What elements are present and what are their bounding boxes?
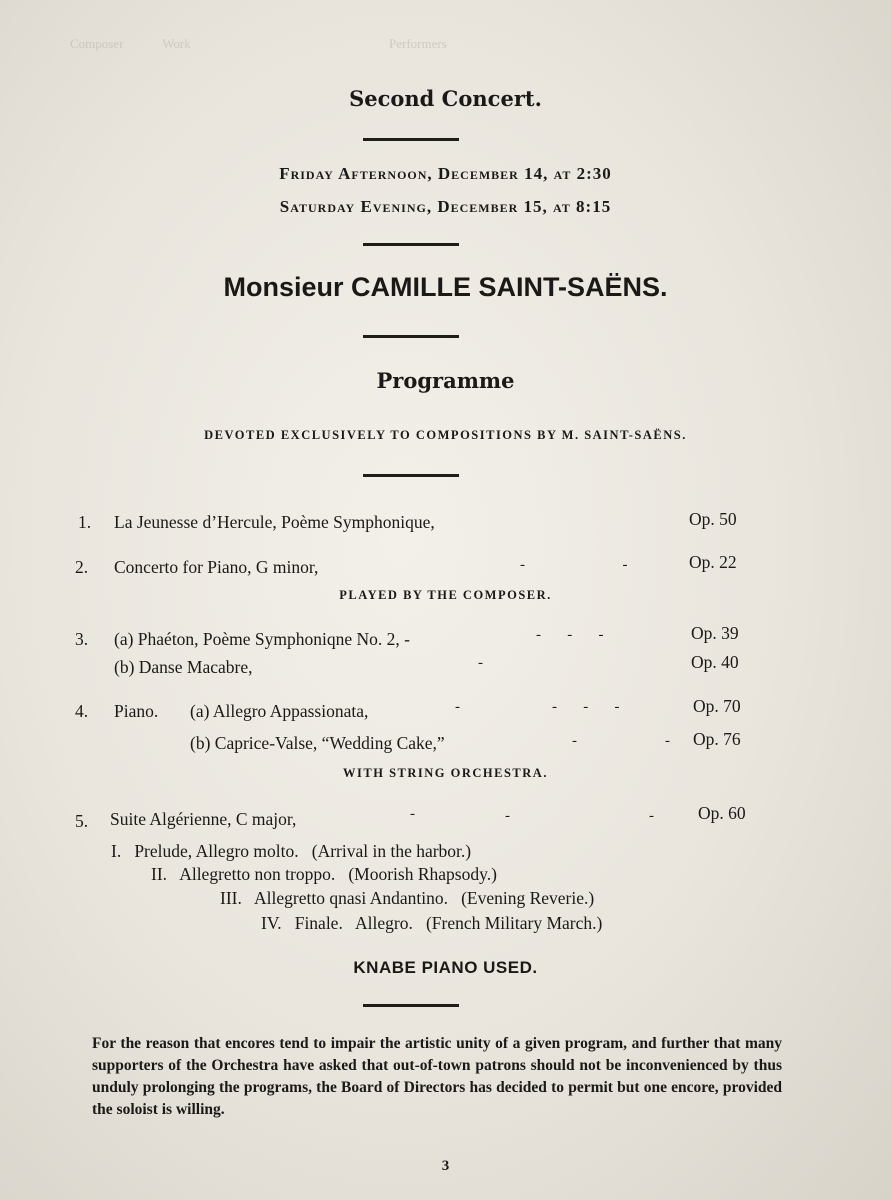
date-line-2: Saturday Evening, December 15, at 8:15 [279,197,612,216]
item-number: 2. [75,557,89,577]
item-number: 4. [75,701,89,721]
leader-dashes: - [410,806,415,822]
divider-rule [363,138,459,141]
movement-line: III. Allegretto qnasi Andantino. (Evening Reverie.) [220,888,595,908]
item-title: (b) Caprice-Valse, “Wedding Cake,” [190,733,445,753]
item-title: (a) Allegro Appassionata, [190,701,369,721]
leader-dashes: - - [520,557,628,573]
bleed-through-text: Composer Work Performers [70,36,447,51]
opus-number: Op. 50 [689,509,737,529]
opus-number: Op. 60 [698,803,746,823]
leader-dashes: - - - [552,699,620,715]
opus-number: Op. 22 [689,552,737,572]
date-line-1: Friday Afternoon, December 14, at 2:30 [279,164,612,183]
item-number: 1. [78,512,92,532]
opus-number: Op. 39 [691,623,739,643]
leader-dashes: - [505,808,510,824]
movement-line: I. Prelude, Allegro molto. (Arrival in the harbor.) [111,841,472,861]
divider-rule [363,335,459,338]
leader-dashes: - [478,655,483,671]
leader-dashes: - - - [536,627,604,643]
movement-line: IV. Finale. Allegro. (French Military March.) [261,913,603,933]
item-title: Concerto for Piano, G minor, [114,557,319,577]
leader-dashes: - [572,733,577,749]
divider-rule [363,474,459,477]
concert-heading: Second Concert. [349,86,542,111]
item-title: La Jeunesse d’Hercule, Poème Symphonique, [114,512,435,532]
encore-policy-paragraph: For the reason that encores tend to impair the artistic unity of a given program, and further that many supporters of the Orchestra have asked that out-of-town patrons should not be inconvenienced by thus unduly prolonging the programs, the Board of Directors has decided to permit but one encore, provided the soloist is willing. [92,1035,782,1118]
leader-dashes: - [649,808,654,824]
divider-rule [363,1004,459,1007]
item-title: (a) Phaéton, Poème Symphoniqne No. 2, - [114,629,410,649]
item-number: 3. [75,629,89,649]
movement-line: II. Allegretto non troppo. (Moorish Rhapsody.) [151,864,497,884]
performer-note: PLAYED BY THE COMPOSER. [339,588,552,602]
soloist-name: Monsieur CAMILLE SAINT-SAËNS. [223,272,668,302]
opus-number: Op. 40 [691,652,739,672]
piano-note: KNABE PIANO USED. [353,958,538,977]
item-label: Piano. [114,701,159,721]
devoted-line: DEVOTED EXCLUSIVELY TO COMPOSITIONS BY M. SAINT-SAËNS. [204,428,687,442]
programme-heading: Programme [376,368,515,393]
performer-note: WITH STRING ORCHESTRA. [343,766,548,780]
item-number: 5. [75,811,89,831]
item-title: (b) Danse Macabre, [114,657,253,677]
opus-number: Op. 76 [693,729,741,749]
leader-dashes: - [455,699,460,715]
divider-rule [363,243,459,246]
page-number: 3 [441,1158,450,1174]
item-title: Suite Algérienne, C major, [110,809,297,829]
opus-number: Op. 70 [693,696,741,716]
leader-dashes: - [665,733,670,749]
